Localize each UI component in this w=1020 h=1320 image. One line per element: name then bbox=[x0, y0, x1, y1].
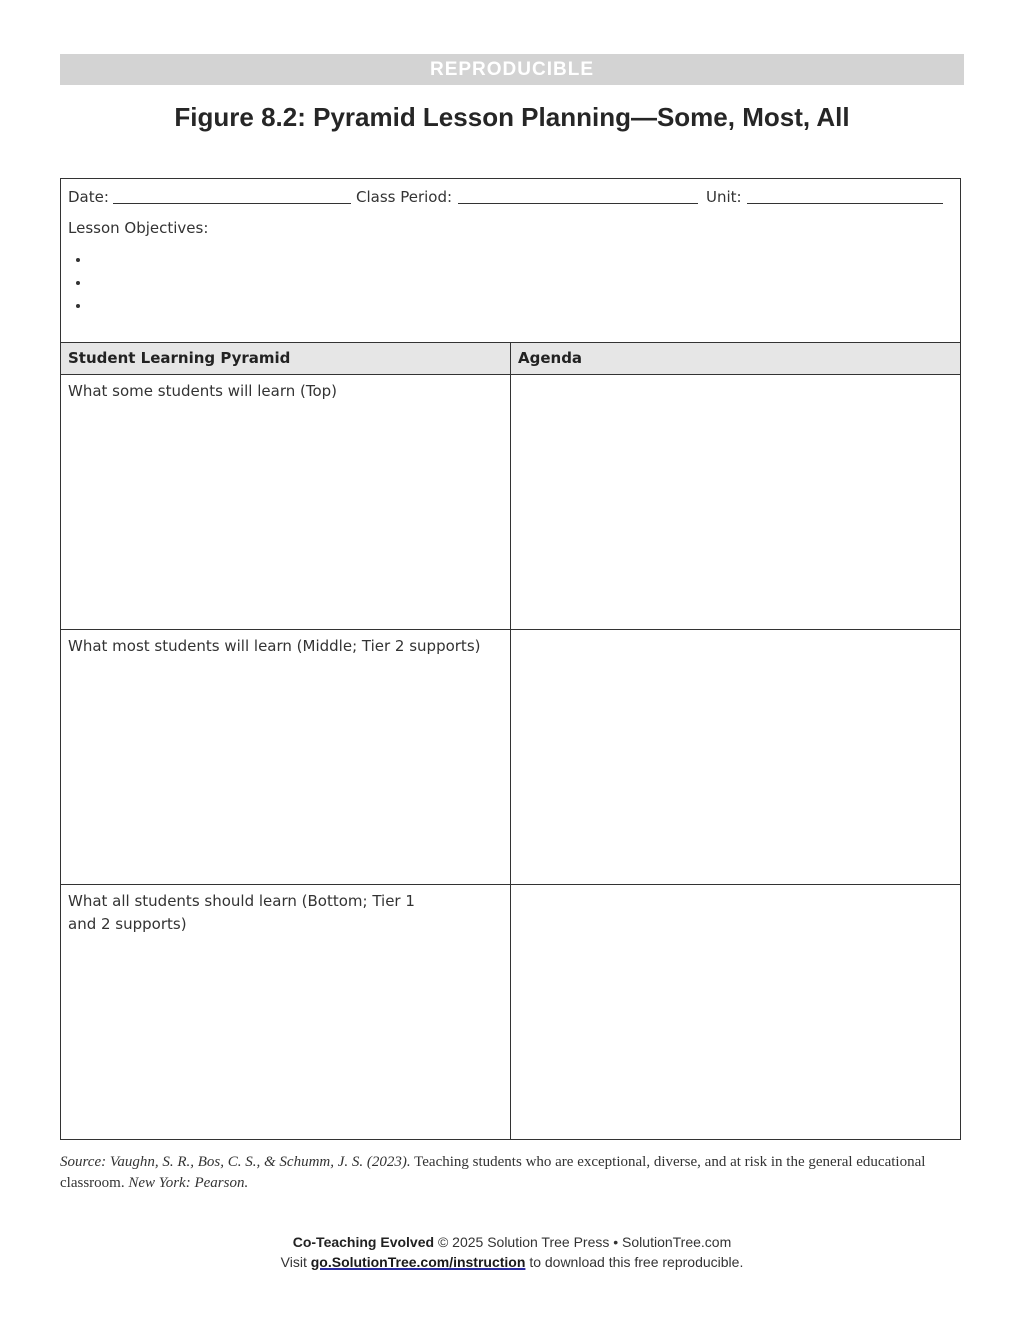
source-authors: Source: Vaughn, S. R., Bos, C. S., & Schumm, J. S. (2023). bbox=[60, 1154, 411, 1170]
footer-visit-line bbox=[60, 1252, 964, 1272]
unit-label: Unit: bbox=[706, 188, 742, 206]
lesson-objectives-label: Lesson Objectives: bbox=[68, 219, 209, 237]
objective-bullet[interactable] bbox=[76, 304, 80, 308]
pyramid-top-label: What some students will learn (Top) bbox=[68, 382, 338, 400]
objective-bullet[interactable] bbox=[76, 281, 80, 285]
book-title: Co-Teaching Evolved bbox=[292, 1234, 435, 1250]
date-field[interactable] bbox=[113, 203, 351, 204]
source-publisher: New York: Pearson. bbox=[128, 1175, 249, 1191]
unit-field[interactable] bbox=[747, 203, 943, 204]
copyright-text: © 2025 Solution Tree Press • SolutionTree.com bbox=[437, 1234, 732, 1250]
pyramid-middle-label: What most students will learn (Middle; Tier 2 supports) bbox=[68, 637, 481, 655]
class-period-label: Class Period: bbox=[356, 188, 453, 206]
download-suffix: to download this free reproducible. bbox=[529, 1254, 744, 1270]
objective-bullet[interactable] bbox=[76, 258, 80, 262]
page-footer bbox=[60, 1232, 964, 1272]
source-title: Teaching students who are exceptional, diverse, and at risk in the general educational classroom. bbox=[60, 1154, 926, 1191]
row-divider bbox=[61, 884, 960, 885]
date-label: Date: bbox=[68, 188, 109, 206]
pyramid-column-header: Student Learning Pyramid bbox=[68, 349, 291, 367]
reproducible-banner: REPRODUCIBLE bbox=[60, 54, 964, 85]
page-title: Figure 8.2: Pyramid Lesson Planning—Some, Most, All bbox=[174, 102, 850, 132]
visit-text: Visit bbox=[280, 1254, 307, 1270]
footer-copyright-line bbox=[60, 1232, 964, 1252]
pyramid-bottom-label: What all students should learn (Bottom; Tier 1 and 2 supports) bbox=[68, 892, 415, 933]
download-link[interactable]: go.SolutionTree.com/instruction bbox=[310, 1254, 526, 1270]
source-citation bbox=[60, 1152, 960, 1194]
class-period-field[interactable] bbox=[458, 203, 698, 204]
lesson-plan-form bbox=[60, 178, 961, 1140]
row-divider bbox=[61, 629, 960, 630]
column-divider bbox=[510, 342, 511, 1139]
agenda-column-header: Agenda bbox=[518, 349, 583, 367]
